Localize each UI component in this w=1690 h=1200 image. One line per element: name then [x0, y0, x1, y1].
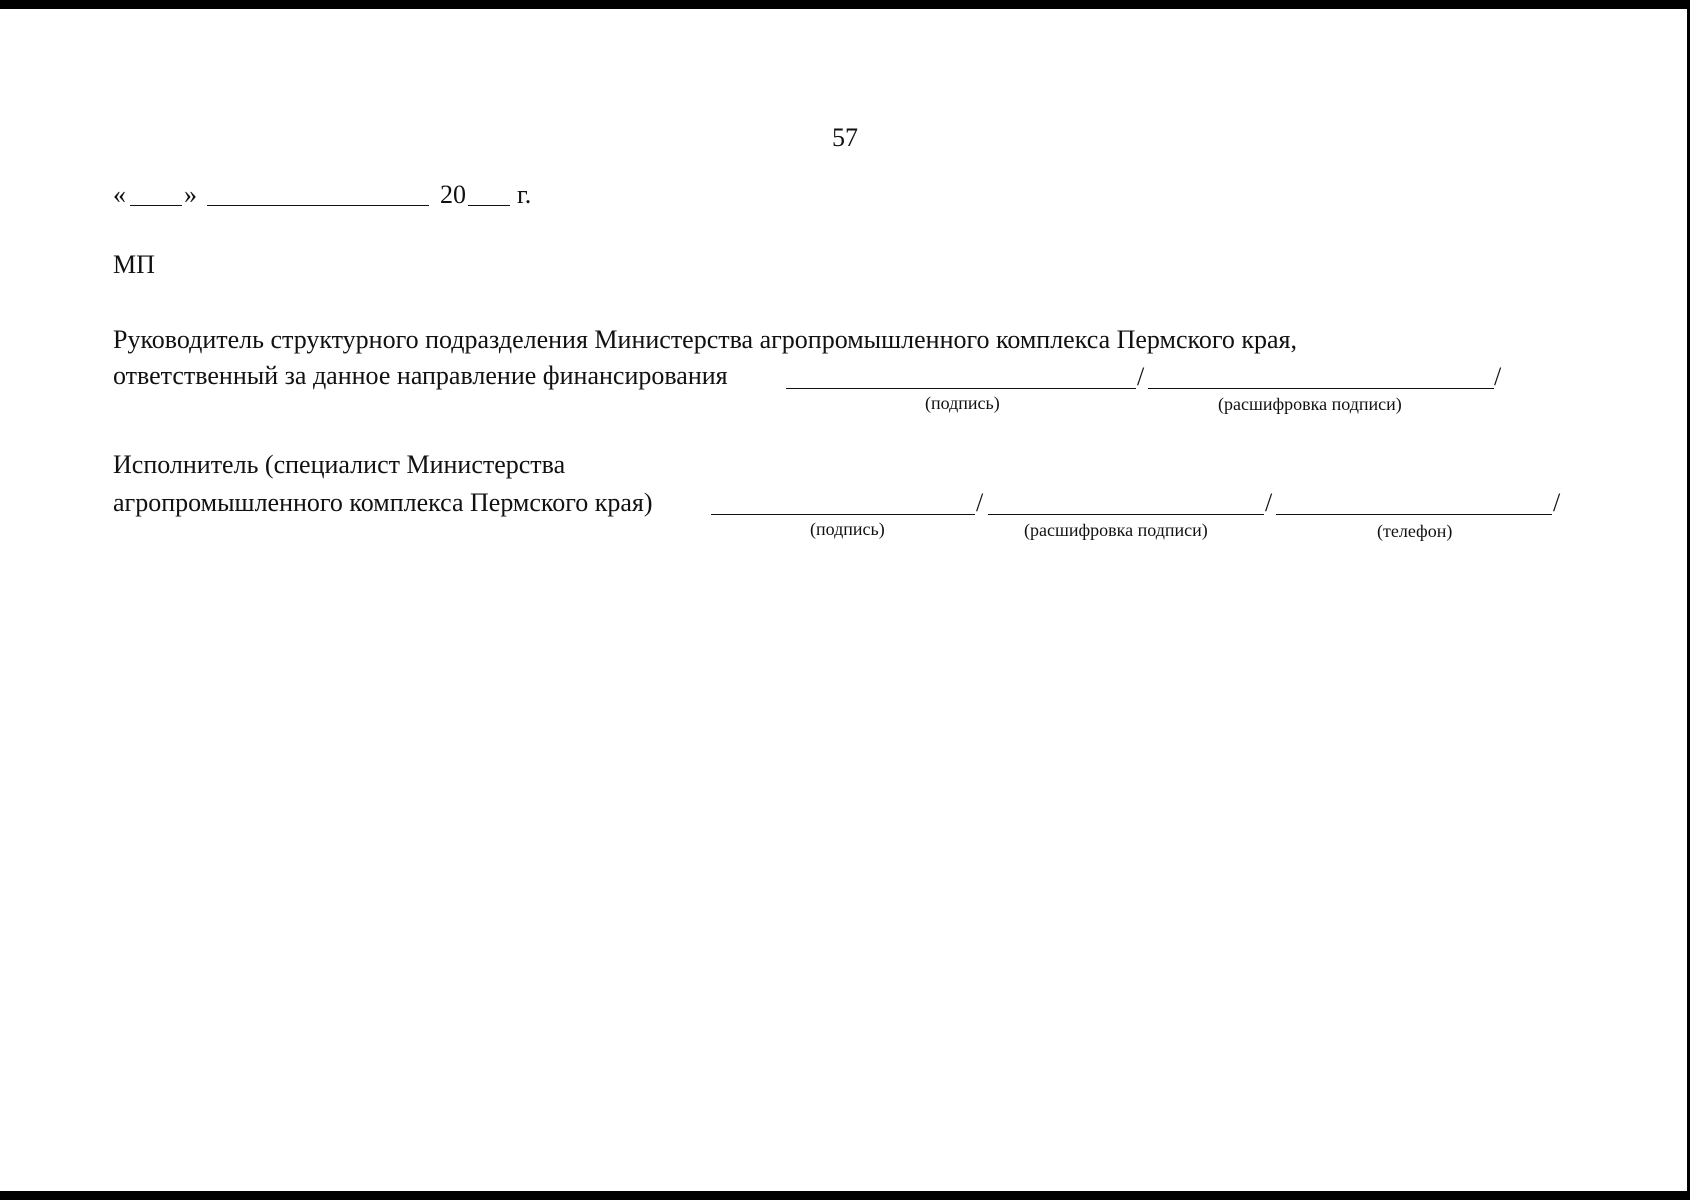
stamp-label: МП — [113, 250, 155, 279]
year-suffix: г. — [517, 180, 532, 209]
executor-signature-line — [711, 514, 975, 515]
day-blank-line — [130, 205, 182, 206]
executor-phone-line — [1276, 514, 1552, 515]
year-prefix: 20 — [440, 180, 466, 209]
year-blank-line — [468, 205, 510, 206]
head-decoding-line — [1148, 388, 1494, 389]
scan-border-bottom — [0, 1191, 1690, 1200]
month-blank-line — [207, 205, 429, 206]
executor-caption-signature: (подпись) — [810, 519, 885, 539]
head-caption-decoding: (расшифровка подписи) — [1218, 394, 1402, 414]
head-signature-line — [786, 388, 1136, 389]
executor-caption-phone: (телефон) — [1377, 521, 1453, 541]
executor-slash-2: / — [1265, 488, 1273, 517]
executor-slash-1: / — [976, 488, 984, 517]
head-caption-signature: (подпись) — [925, 393, 1000, 413]
executor-caption-decoding: (расшифровка подписи) — [1024, 520, 1208, 540]
date-open-quote: « — [113, 180, 126, 209]
head-title-line2: ответственный за данное направление финансирования — [113, 361, 728, 390]
executor-slash-3: / — [1553, 488, 1561, 517]
scan-border-top — [0, 0, 1690, 9]
executor-decoding-line — [988, 514, 1264, 515]
executor-title-line1: Исполнитель (специалист Министерства — [113, 450, 566, 479]
head-title-line1: Руководитель структурного подразделения Министерства агропромышленного комплекса Пермского края, — [113, 325, 1297, 354]
executor-title-line2: агропромышленного комплекса Пермского края) — [113, 488, 653, 517]
head-slash-2: / — [1494, 362, 1502, 391]
head-slash-1: / — [1137, 362, 1145, 391]
date-close-quote: » — [184, 180, 197, 209]
page-number: 57 — [832, 123, 858, 152]
